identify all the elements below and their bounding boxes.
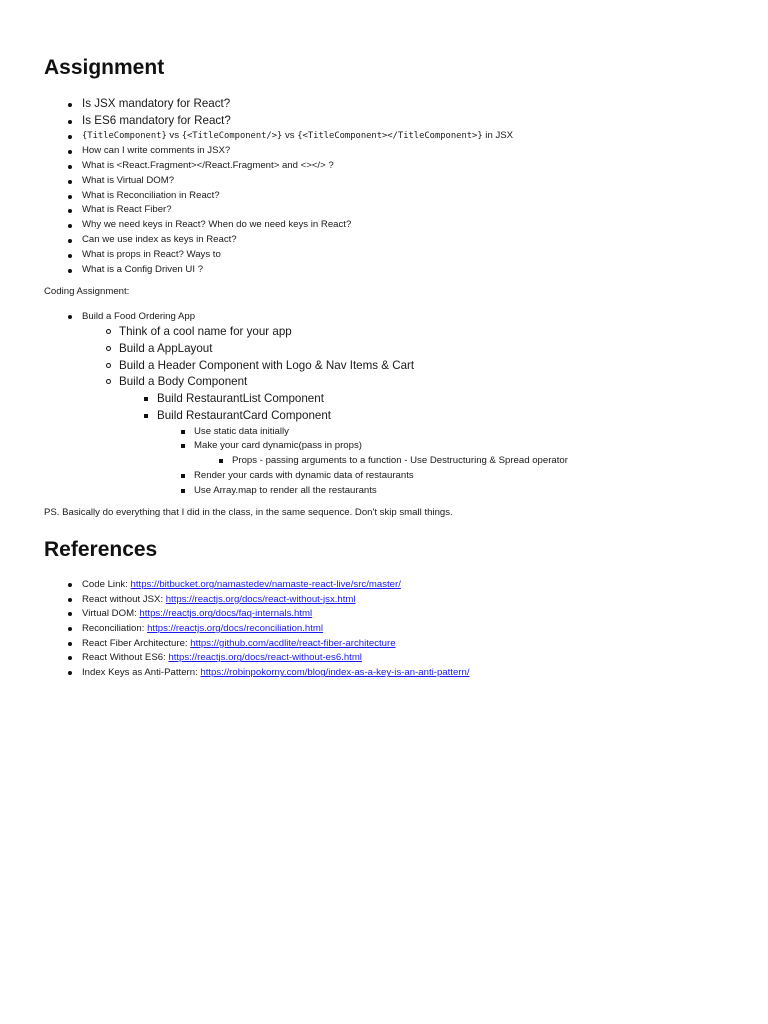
- list-item: Can we use index as keys in React?: [82, 233, 513, 248]
- coding-list: [82, 310, 568, 498]
- list-item: Render your cards with dynamic data of restaurants: [194, 469, 568, 484]
- list-item: What is props in React? Ways to: [82, 248, 513, 263]
- list-item: [82, 129, 513, 144]
- references-list: [82, 578, 470, 681]
- reference-link[interactable]: https://robinpokorny.com/blog/index-as-a-key-is-an-anti-pattern/: [200, 667, 470, 679]
- list-item: Is JSX mandatory for React?: [82, 96, 513, 113]
- inline-code: {TitleComponent}: [82, 131, 167, 141]
- coding-assignment-label: Coding Assignment:: [44, 286, 130, 297]
- reference-link[interactable]: https://bitbucket.org/namastedev/namaste-react-live/src/master/: [130, 579, 401, 590]
- list-item: Use static data initially: [194, 425, 568, 440]
- list-item: Make your card dynamic(pass in props): [194, 439, 568, 454]
- list-item: Think of a cool name for your app: [119, 324, 568, 341]
- list-item: Build a AppLayout: [119, 341, 568, 358]
- reference-label: Index Keys as Anti-Pattern:: [82, 667, 201, 679]
- reference-link[interactable]: https://github.com/acdlite/react-fiber-architecture: [190, 637, 396, 649]
- list-item: Build RestaurantList Component: [157, 391, 568, 408]
- list-item: Is ES6 mandatory for React?: [82, 113, 513, 130]
- questions-list: [82, 96, 513, 278]
- inline-code: {<TitleComponent></TitleComponent>}: [297, 131, 483, 141]
- list-item: [82, 622, 470, 637]
- reference-label: Code Link:: [82, 579, 131, 590]
- list-item: Why we need keys in React? When do we need keys in React?: [82, 218, 513, 233]
- list-item: Build RestaurantCard Component: [157, 408, 568, 425]
- list-item: What is <React.Fragment></React.Fragment> and <></> ?: [82, 159, 513, 174]
- reference-link[interactable]: https://reactjs.org/docs/react-without-es6.html: [168, 652, 362, 664]
- list-item: Build a Food Ordering App: [82, 310, 568, 324]
- reference-link[interactable]: https://reactjs.org/docs/reconciliation.html: [147, 623, 324, 635]
- list-item: [82, 607, 470, 622]
- list-item: How can I write comments in JSX?: [82, 144, 513, 159]
- reference-label: Virtual DOM:: [82, 608, 140, 620]
- list-item: [82, 651, 470, 666]
- list-item: [82, 578, 470, 593]
- inline-code: {<TitleComponent/>}: [181, 131, 283, 141]
- reference-link[interactable]: https://reactjs.org/docs/react-without-jsx.html: [165, 593, 356, 605]
- reference-label: React without JSX:: [82, 593, 166, 605]
- list-item: Props - passing arguments to a function - Use Destructuring & Spread operator: [232, 454, 568, 469]
- reference-label: Reconciliation:: [82, 623, 148, 635]
- reference-label: React Fiber Architecture:: [82, 637, 191, 649]
- question-text: vs: [166, 130, 182, 141]
- question-text: vs: [282, 130, 298, 141]
- assignment-heading: Assignment: [44, 56, 165, 79]
- list-item: What is React Fiber?: [82, 203, 513, 218]
- list-item: [82, 637, 470, 652]
- reference-link[interactable]: https://reactjs.org/docs/faq-internals.html: [139, 608, 313, 620]
- list-item: [82, 593, 470, 608]
- list-item: [82, 666, 470, 681]
- question-text: in JSX: [482, 130, 514, 141]
- list-item: Build a Body Component: [119, 374, 568, 391]
- list-item: What is Reconciliation in React?: [82, 189, 513, 204]
- list-item: What is Virtual DOM?: [82, 174, 513, 189]
- list-item: What is a Config Driven UI ?: [82, 263, 513, 278]
- references-heading: References: [44, 538, 158, 561]
- ps-note: PS. Basically do everything that I did in the class, in the same sequence. Don't skip small things.: [44, 507, 453, 518]
- list-item: Build a Header Component with Logo & Nav Items & Cart: [119, 358, 568, 375]
- list-item: Use Array.map to render all the restaurants: [194, 484, 568, 499]
- reference-label: React Without ES6:: [82, 652, 169, 664]
